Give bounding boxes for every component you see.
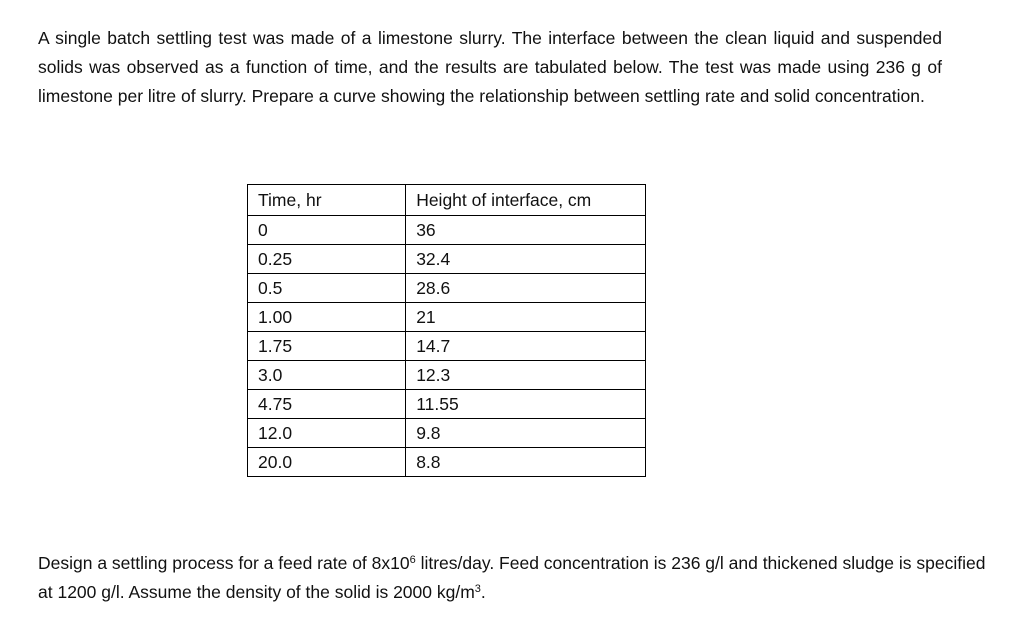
settling-data-table <box>247 184 646 477</box>
table-row <box>248 303 646 332</box>
height-cell: 21 <box>406 303 646 332</box>
height-cell: 14.7 <box>406 332 646 361</box>
height-cell: 8.8 <box>406 448 646 477</box>
problem-intro-paragraph: A single batch settling test was made of a limestone slurry. The interface between the clean liquid and suspended solids was observed as a function of time, and the results are tabulated below. The test was made using 236 g of limestone per litre of slurry. Prepare a curve showing the relationship between settling rate and solid concentration. <box>38 27 942 106</box>
height-cell: 12.3 <box>406 361 646 390</box>
table-row <box>248 448 646 477</box>
time-cell: 20.0 <box>248 448 406 477</box>
design-text-part-1: Design a settling process for a feed rate of 8x10 <box>38 552 410 573</box>
table-row <box>248 216 646 245</box>
table-row <box>248 361 646 390</box>
table-row <box>248 274 646 303</box>
table-row <box>248 419 646 448</box>
time-cell: 1.00 <box>248 303 406 332</box>
time-cell: 1.75 <box>248 332 406 361</box>
table-header-row <box>248 185 646 216</box>
table-row <box>248 245 646 274</box>
table-row <box>248 390 646 419</box>
time-cell: 3.0 <box>248 361 406 390</box>
density-unit-exponent: 3 <box>474 582 481 595</box>
time-cell: 12.0 <box>248 419 406 448</box>
design-requirements-paragraph <box>38 549 988 607</box>
design-text-part-2: litres/day. Feed concentration is 236 g/l and thickened sludge is specified at 1200 g/l. Assume the density of the solid is 2000 kg/m <box>38 552 986 602</box>
design-text-part-3: . <box>480 581 486 602</box>
height-column-header: Height of interface, cm <box>406 185 646 216</box>
table-row <box>248 332 646 361</box>
height-cell: 32.4 <box>406 245 646 274</box>
time-column-header: Time, hr <box>248 185 406 216</box>
height-cell: 11.55 <box>406 390 646 419</box>
height-cell: 28.6 <box>406 274 646 303</box>
time-cell: 0 <box>248 216 406 245</box>
time-cell: 0.25 <box>248 245 406 274</box>
height-cell: 36 <box>406 216 646 245</box>
time-cell: 4.75 <box>248 390 406 419</box>
height-cell: 9.8 <box>406 419 646 448</box>
time-cell: 0.5 <box>248 274 406 303</box>
feed-rate-exponent: 6 <box>409 553 416 566</box>
